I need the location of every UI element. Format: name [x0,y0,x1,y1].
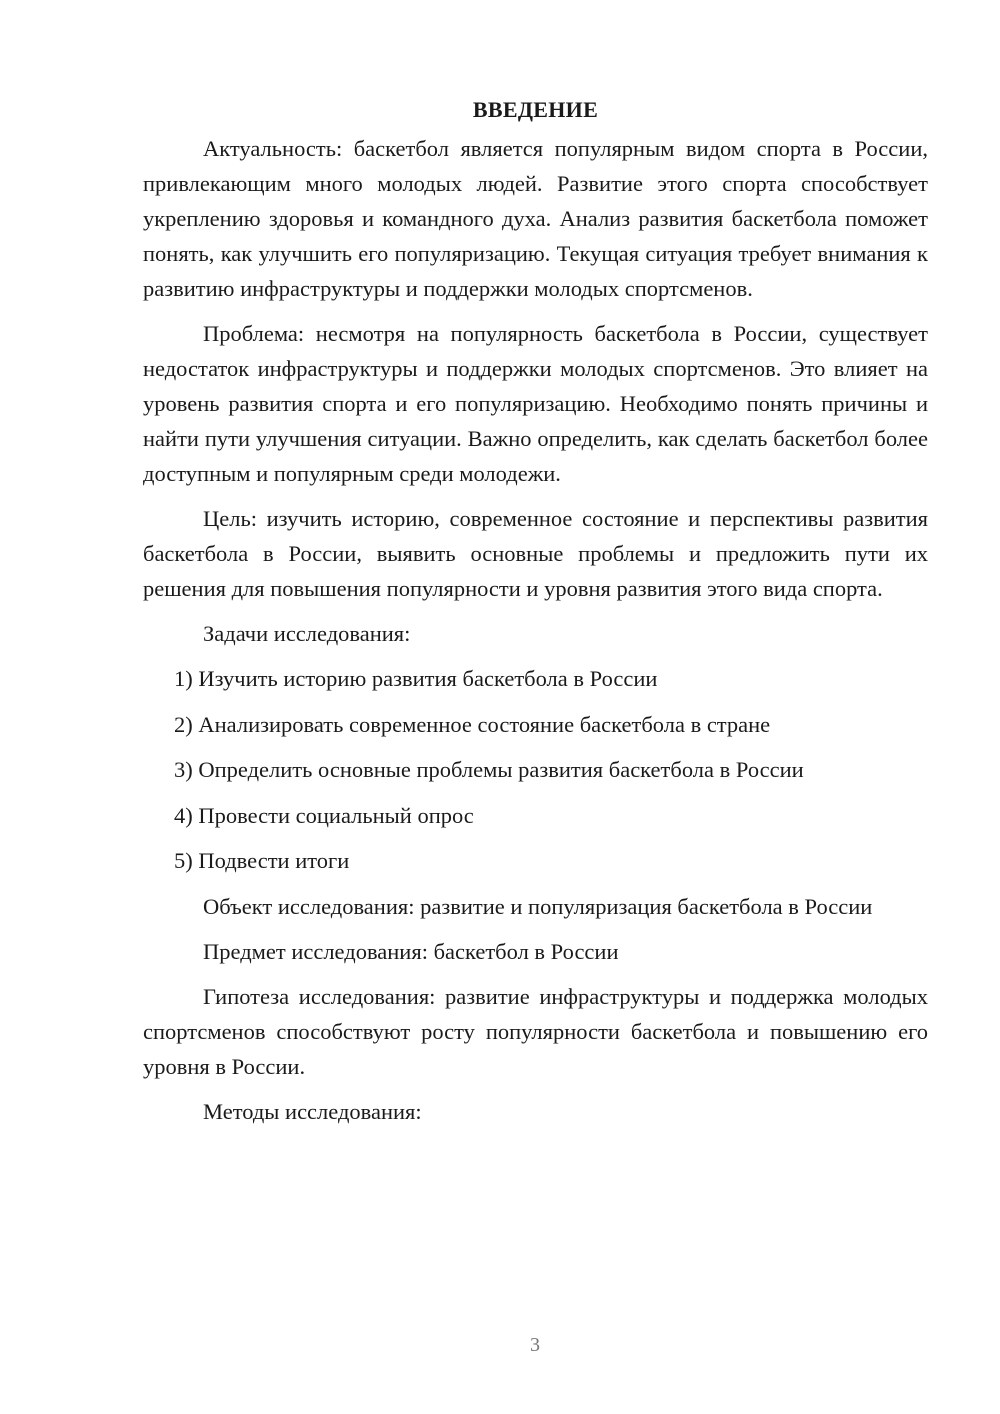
document-page [143,94,928,1139]
relevance-paragraph: Актуальность: баскетбол является популярным видом спорта в России, привлекающим много молодых людей. Развитие этого спорта способствует укреплению здоровья и командного духа. Анализ развития баскетбола поможет понять, как улучшить его популяризацию. Текущая ситуация требует внимания к развитию инфраструктуры и поддержки молодых спортсменов. [143,136,928,301]
list-item: 3) Определить основные проблемы развития баскетбола в России [174,757,804,782]
page-number: 3 [530,1334,540,1356]
methods-heading: Методы исследования: [203,1098,422,1124]
problem-paragraph: Проблема: несмотря на популярность баскетбола в России, существует недостаток инфраструктуры и поддержки молодых спортсменов. Это влияет на уровень развития спорта и его популяризацию. Необходимо понять причины и найти пути улучшения ситуации. Важно определить, как сделать баскетбол более доступным и популярным среди молодежи. [143,321,928,486]
list-item: 2) Анализировать современное состояние баскетбола в стране [174,711,771,737]
page-title: ВВЕДЕНИЕ [472,97,599,122]
tasks-list [143,661,928,878]
goal-paragraph: Цель: изучить историю, современное состояние и перспективы развития баскетбола в России, выявить основные проблемы и предложить пути их решения для повышения популярности и уровня развития этого вида спорта. [143,506,928,601]
list-item: 4) Провести социальный опрос [174,802,474,828]
list-item: 5) Подвести итоги [174,848,350,873]
subject-paragraph: Предмет исследования: баскетбол в России [203,938,619,964]
tasks-heading: Задачи исследования: [203,621,411,646]
list-item: 1) Изучить историю развития баскетбола в России [174,666,658,691]
object-paragraph: Объект исследования: развитие и популяризация баскетбола в России [203,893,873,919]
hypothesis-paragraph: Гипотеза исследования: развитие инфраструктуры и поддержка молодых спортсменов способствуют росту популярности баскетбола и повышению его уровня в России. [143,983,928,1079]
